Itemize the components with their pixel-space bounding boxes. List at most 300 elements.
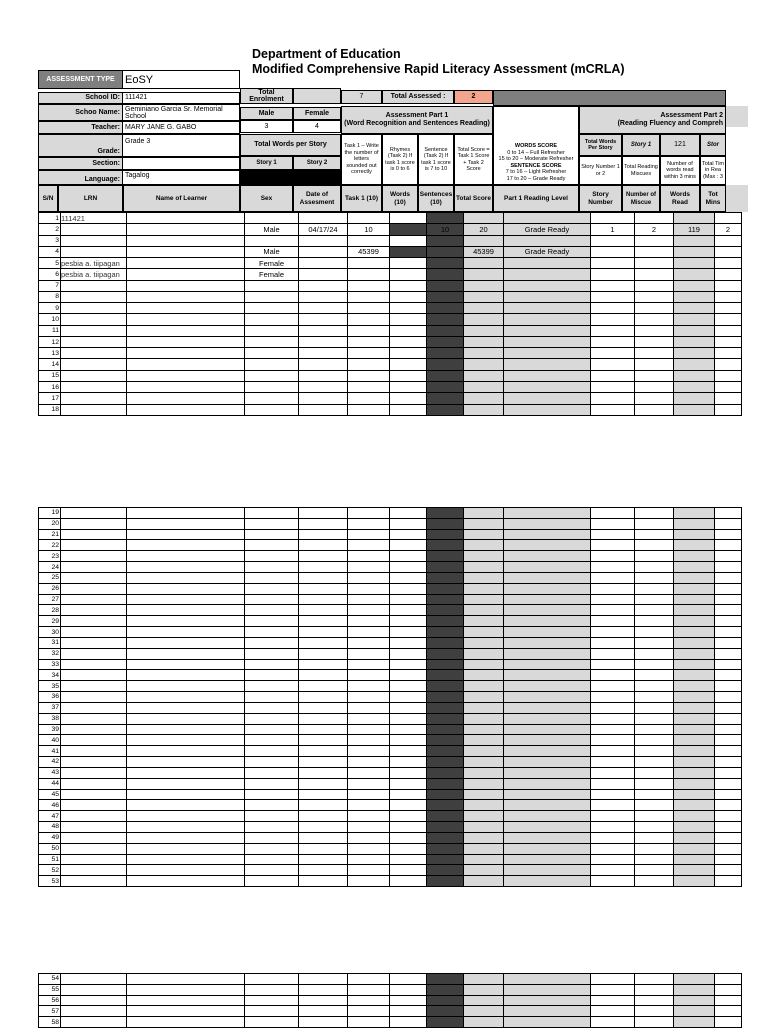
miscue-cell[interactable]: [635, 348, 674, 359]
miscue-cell[interactable]: [635, 702, 674, 713]
sex-cell[interactable]: [245, 832, 299, 843]
mins-cell[interactable]: [715, 637, 742, 648]
lrn-cell[interactable]: [61, 1006, 127, 1017]
sex-cell[interactable]: [245, 280, 299, 291]
words-read-cell[interactable]: [674, 616, 715, 627]
name-cell[interactable]: [127, 1017, 245, 1028]
date-cell[interactable]: [299, 713, 348, 724]
words-cell[interactable]: [390, 843, 427, 854]
miscue-cell[interactable]: [635, 767, 674, 778]
story-number-cell[interactable]: [591, 778, 635, 789]
date-cell[interactable]: [299, 359, 348, 370]
words-read-cell[interactable]: [674, 789, 715, 800]
words-read-cell[interactable]: [674, 984, 715, 995]
name-cell[interactable]: [127, 336, 245, 347]
sentences-cell[interactable]: [427, 822, 464, 833]
mins-cell[interactable]: [715, 393, 742, 404]
name-cell[interactable]: [127, 865, 245, 876]
mins-cell[interactable]: [715, 370, 742, 381]
story-number-cell[interactable]: [591, 291, 635, 302]
level-cell[interactable]: [504, 508, 591, 519]
sentences-cell[interactable]: [427, 854, 464, 865]
mins-cell[interactable]: [715, 291, 742, 302]
story-number-cell[interactable]: [591, 800, 635, 811]
story-number-cell[interactable]: [591, 518, 635, 529]
level-cell[interactable]: [504, 583, 591, 594]
level-cell[interactable]: [504, 746, 591, 757]
sentences-cell[interactable]: [427, 1017, 464, 1028]
sentences-cell[interactable]: [427, 235, 464, 246]
story-number-cell[interactable]: [591, 984, 635, 995]
words-cell[interactable]: [390, 757, 427, 768]
mins-cell[interactable]: [715, 811, 742, 822]
sentences-cell[interactable]: [427, 713, 464, 724]
date-cell[interactable]: [299, 832, 348, 843]
task1-cell[interactable]: [348, 876, 390, 887]
words-read-cell[interactable]: [674, 702, 715, 713]
story-number-cell[interactable]: [591, 370, 635, 381]
task1-cell[interactable]: [348, 359, 390, 370]
task1-cell[interactable]: [348, 659, 390, 670]
teacher-value[interactable]: MARY JANE G. GABO: [122, 121, 240, 134]
words-cell[interactable]: [390, 518, 427, 529]
story-number-cell[interactable]: [591, 746, 635, 757]
story-number-cell[interactable]: [591, 336, 635, 347]
level-cell[interactable]: [504, 702, 591, 713]
words-read-cell[interactable]: [674, 325, 715, 336]
lrn-cell[interactable]: [61, 224, 127, 235]
lrn-cell[interactable]: [61, 724, 127, 735]
words-read-cell[interactable]: [674, 724, 715, 735]
sex-cell[interactable]: [245, 348, 299, 359]
story-number-cell[interactable]: [591, 235, 635, 246]
words-cell[interactable]: [390, 670, 427, 681]
story-number-cell[interactable]: [591, 832, 635, 843]
words-cell[interactable]: [390, 508, 427, 519]
level-cell[interactable]: [504, 359, 591, 370]
date-cell[interactable]: [299, 1006, 348, 1017]
name-cell[interactable]: [127, 876, 245, 887]
words-read-cell[interactable]: [674, 518, 715, 529]
task1-cell[interactable]: [348, 811, 390, 822]
words-cell[interactable]: [390, 605, 427, 616]
sex-cell[interactable]: [245, 508, 299, 519]
sex-cell[interactable]: [245, 551, 299, 562]
sentences-cell[interactable]: [427, 269, 464, 280]
sentences-cell[interactable]: [427, 562, 464, 573]
mins-cell[interactable]: [715, 735, 742, 746]
lrn-cell[interactable]: [61, 336, 127, 347]
task1-cell[interactable]: 10: [348, 224, 390, 235]
sex-cell[interactable]: [245, 800, 299, 811]
story-number-cell[interactable]: [591, 702, 635, 713]
sentences-cell[interactable]: [427, 303, 464, 314]
date-cell[interactable]: [299, 724, 348, 735]
words-cell[interactable]: [390, 594, 427, 605]
words-read-cell[interactable]: [674, 540, 715, 551]
mins-cell[interactable]: [715, 348, 742, 359]
words-cell[interactable]: [390, 659, 427, 670]
sentences-cell[interactable]: [427, 572, 464, 583]
miscue-cell[interactable]: [635, 381, 674, 392]
words-cell[interactable]: [390, 1017, 427, 1028]
words-read-cell[interactable]: [674, 1017, 715, 1028]
date-cell[interactable]: [299, 583, 348, 594]
lrn-cell[interactable]: [61, 235, 127, 246]
words-cell[interactable]: [390, 637, 427, 648]
mins-cell[interactable]: [715, 746, 742, 757]
miscue-cell[interactable]: [635, 778, 674, 789]
sex-cell[interactable]: [245, 811, 299, 822]
lrn-cell[interactable]: [61, 995, 127, 1006]
date-cell[interactable]: [299, 995, 348, 1006]
words-read-cell[interactable]: 119: [674, 224, 715, 235]
sex-cell[interactable]: [245, 648, 299, 659]
sentences-cell[interactable]: [427, 359, 464, 370]
words-cell[interactable]: [390, 735, 427, 746]
sex-cell[interactable]: [245, 404, 299, 415]
date-cell[interactable]: [299, 854, 348, 865]
date-cell[interactable]: [299, 213, 348, 224]
level-cell[interactable]: [504, 381, 591, 392]
level-cell[interactable]: [504, 529, 591, 540]
mins-cell[interactable]: [715, 594, 742, 605]
sex-cell[interactable]: [245, 616, 299, 627]
story-number-cell[interactable]: [591, 854, 635, 865]
story-number-cell[interactable]: [591, 594, 635, 605]
name-cell[interactable]: [127, 393, 245, 404]
name-cell[interactable]: [127, 235, 245, 246]
sex-cell[interactable]: [245, 336, 299, 347]
name-cell[interactable]: [127, 246, 245, 257]
level-cell[interactable]: [504, 692, 591, 703]
story-number-cell[interactable]: [591, 757, 635, 768]
words-cell[interactable]: [390, 616, 427, 627]
lrn-cell[interactable]: [61, 348, 127, 359]
mins-cell[interactable]: [715, 572, 742, 583]
words-cell[interactable]: [390, 551, 427, 562]
story-number-cell[interactable]: [591, 269, 635, 280]
miscue-cell[interactable]: [635, 637, 674, 648]
mins-cell[interactable]: [715, 778, 742, 789]
lrn-cell[interactable]: [61, 572, 127, 583]
miscue-cell[interactable]: [635, 692, 674, 703]
story-number-cell[interactable]: [591, 605, 635, 616]
assessment-type-value[interactable]: EoSY: [122, 70, 240, 89]
total-cell[interactable]: [464, 605, 504, 616]
sex-cell[interactable]: [245, 583, 299, 594]
miscue-cell[interactable]: [635, 811, 674, 822]
level-cell[interactable]: [504, 670, 591, 681]
level-cell[interactable]: Grade Ready: [504, 224, 591, 235]
task1-cell[interactable]: [348, 562, 390, 573]
story-number-cell[interactable]: [591, 540, 635, 551]
story-number-cell[interactable]: [591, 1017, 635, 1028]
total-cell[interactable]: [464, 404, 504, 415]
name-cell[interactable]: [127, 757, 245, 768]
task1-cell[interactable]: [348, 984, 390, 995]
story-number-cell[interactable]: [591, 280, 635, 291]
lrn-cell[interactable]: 111421: [61, 213, 127, 224]
total-cell[interactable]: [464, 551, 504, 562]
task1-cell[interactable]: [348, 627, 390, 638]
total-cell[interactable]: [464, 258, 504, 269]
miscue-cell[interactable]: [635, 865, 674, 876]
date-cell[interactable]: [299, 605, 348, 616]
lrn-cell[interactable]: [61, 681, 127, 692]
sentences-cell[interactable]: [427, 984, 464, 995]
story-number-cell[interactable]: [591, 583, 635, 594]
mins-cell[interactable]: [715, 876, 742, 887]
miscue-cell[interactable]: [635, 670, 674, 681]
words-read-cell[interactable]: [674, 832, 715, 843]
date-cell[interactable]: [299, 1017, 348, 1028]
date-cell[interactable]: [299, 659, 348, 670]
lrn-cell[interactable]: pesbia a. tiipagan: [61, 269, 127, 280]
words-cell[interactable]: [390, 811, 427, 822]
total-cell[interactable]: [464, 1017, 504, 1028]
lrn-cell[interactable]: [61, 562, 127, 573]
miscue-cell[interactable]: [635, 269, 674, 280]
name-cell[interactable]: [127, 280, 245, 291]
words-read-cell[interactable]: [674, 291, 715, 302]
words-read-cell[interactable]: [674, 314, 715, 325]
mins-cell[interactable]: [715, 659, 742, 670]
story-number-cell[interactable]: [591, 876, 635, 887]
story-number-cell[interactable]: [591, 551, 635, 562]
words-cell[interactable]: [390, 529, 427, 540]
date-cell[interactable]: [299, 616, 348, 627]
total-cell[interactable]: [464, 800, 504, 811]
words-cell[interactable]: [390, 800, 427, 811]
total-cell[interactable]: [464, 974, 504, 985]
story-number-cell[interactable]: 1: [591, 224, 635, 235]
sex-cell[interactable]: [245, 681, 299, 692]
words-read-cell[interactable]: [674, 508, 715, 519]
words-read-cell[interactable]: [674, 865, 715, 876]
lrn-cell[interactable]: [61, 540, 127, 551]
name-cell[interactable]: [127, 789, 245, 800]
level-cell[interactable]: [504, 616, 591, 627]
miscue-cell[interactable]: [635, 314, 674, 325]
miscue-cell[interactable]: [635, 404, 674, 415]
lrn-cell[interactable]: [61, 551, 127, 562]
mins-cell[interactable]: [715, 325, 742, 336]
words-read-cell[interactable]: [674, 843, 715, 854]
story-number-cell[interactable]: [591, 724, 635, 735]
task1-cell[interactable]: [348, 258, 390, 269]
total-cell[interactable]: [464, 670, 504, 681]
name-cell[interactable]: [127, 529, 245, 540]
lrn-cell[interactable]: [61, 381, 127, 392]
date-cell[interactable]: [299, 572, 348, 583]
total-cell[interactable]: [464, 648, 504, 659]
words-read-cell[interactable]: [674, 637, 715, 648]
words-read-cell[interactable]: [674, 246, 715, 257]
miscue-cell[interactable]: 2: [635, 224, 674, 235]
words-cell[interactable]: [390, 865, 427, 876]
lrn-cell[interactable]: [61, 303, 127, 314]
total-cell[interactable]: [464, 235, 504, 246]
sex-cell[interactable]: [245, 605, 299, 616]
miscue-cell[interactable]: [635, 518, 674, 529]
words-cell[interactable]: [390, 692, 427, 703]
total-cell[interactable]: [464, 822, 504, 833]
words-read-cell[interactable]: [674, 594, 715, 605]
name-cell[interactable]: [127, 594, 245, 605]
task1-cell[interactable]: [348, 648, 390, 659]
sex-cell[interactable]: [245, 984, 299, 995]
name-cell[interactable]: [127, 370, 245, 381]
miscue-cell[interactable]: [635, 291, 674, 302]
lrn-cell[interactable]: [61, 746, 127, 757]
miscue-cell[interactable]: [635, 572, 674, 583]
name-cell[interactable]: [127, 735, 245, 746]
miscue-cell[interactable]: [635, 246, 674, 257]
task1-cell[interactable]: [348, 995, 390, 1006]
sex-cell[interactable]: [245, 876, 299, 887]
task1-cell[interactable]: [348, 269, 390, 280]
name-cell[interactable]: [127, 213, 245, 224]
miscue-cell[interactable]: [635, 648, 674, 659]
total-cell[interactable]: [464, 594, 504, 605]
date-cell[interactable]: [299, 670, 348, 681]
total-cell[interactable]: [464, 572, 504, 583]
name-cell[interactable]: [127, 854, 245, 865]
words-read-cell[interactable]: [674, 258, 715, 269]
miscue-cell[interactable]: [635, 1017, 674, 1028]
lrn-cell[interactable]: [61, 854, 127, 865]
miscue-cell[interactable]: [635, 529, 674, 540]
sentences-cell[interactable]: [427, 583, 464, 594]
level-cell[interactable]: [504, 865, 591, 876]
story-number-cell[interactable]: [591, 1006, 635, 1017]
words-cell[interactable]: [390, 314, 427, 325]
words-read-cell[interactable]: [674, 572, 715, 583]
story-number-cell[interactable]: [591, 713, 635, 724]
sentences-cell[interactable]: [427, 1006, 464, 1017]
level-cell[interactable]: [504, 258, 591, 269]
words-cell[interactable]: [390, 540, 427, 551]
name-cell[interactable]: [127, 583, 245, 594]
total-cell[interactable]: [464, 627, 504, 638]
sex-cell[interactable]: [245, 314, 299, 325]
words-cell[interactable]: [390, 832, 427, 843]
sentences-cell[interactable]: [427, 508, 464, 519]
miscue-cell[interactable]: [635, 1006, 674, 1017]
task1-cell[interactable]: [348, 291, 390, 302]
date-cell[interactable]: [299, 984, 348, 995]
sex-cell[interactable]: [245, 572, 299, 583]
total-cell[interactable]: [464, 713, 504, 724]
task1-cell[interactable]: [348, 235, 390, 246]
mins-cell[interactable]: [715, 974, 742, 985]
name-cell[interactable]: [127, 627, 245, 638]
task1-cell[interactable]: [348, 670, 390, 681]
sex-cell[interactable]: [245, 865, 299, 876]
sentences-cell[interactable]: [427, 258, 464, 269]
task1-cell[interactable]: [348, 213, 390, 224]
sex-cell[interactable]: Female: [245, 258, 299, 269]
name-cell[interactable]: [127, 832, 245, 843]
words-cell[interactable]: [390, 291, 427, 302]
date-cell[interactable]: [299, 269, 348, 280]
sex-cell[interactable]: [245, 359, 299, 370]
sentences-cell[interactable]: [427, 370, 464, 381]
date-cell[interactable]: [299, 562, 348, 573]
name-cell[interactable]: [127, 843, 245, 854]
story-number-cell[interactable]: [591, 789, 635, 800]
words-cell[interactable]: [390, 789, 427, 800]
words-read-cell[interactable]: [674, 583, 715, 594]
sex-cell[interactable]: [245, 303, 299, 314]
sex-cell[interactable]: [245, 746, 299, 757]
sex-cell[interactable]: [245, 518, 299, 529]
total-cell[interactable]: [464, 336, 504, 347]
lrn-cell[interactable]: [61, 822, 127, 833]
lrn-cell[interactable]: [61, 291, 127, 302]
task1-cell[interactable]: [348, 1006, 390, 1017]
words-read-cell[interactable]: [674, 562, 715, 573]
words-read-cell[interactable]: [674, 529, 715, 540]
story-number-cell[interactable]: [591, 648, 635, 659]
task1-cell[interactable]: [348, 713, 390, 724]
story-number-cell[interactable]: [591, 843, 635, 854]
task1-cell[interactable]: [348, 692, 390, 703]
words-read-cell[interactable]: [674, 659, 715, 670]
name-cell[interactable]: [127, 325, 245, 336]
words-cell[interactable]: [390, 404, 427, 415]
total-cell[interactable]: [464, 778, 504, 789]
level-cell[interactable]: [504, 659, 591, 670]
level-cell[interactable]: [504, 778, 591, 789]
sex-cell[interactable]: [245, 778, 299, 789]
mins-cell[interactable]: [715, 767, 742, 778]
words-read-cell[interactable]: [674, 370, 715, 381]
miscue-cell[interactable]: [635, 336, 674, 347]
sentences-cell[interactable]: [427, 314, 464, 325]
lrn-cell[interactable]: [61, 865, 127, 876]
mins-cell[interactable]: [715, 822, 742, 833]
sentences-cell[interactable]: [427, 280, 464, 291]
words-read-cell[interactable]: [674, 995, 715, 1006]
task1-cell[interactable]: [348, 594, 390, 605]
name-cell[interactable]: [127, 767, 245, 778]
level-cell[interactable]: [504, 562, 591, 573]
task1-cell[interactable]: 45399: [348, 246, 390, 257]
task1-cell[interactable]: [348, 404, 390, 415]
task1-cell[interactable]: [348, 800, 390, 811]
sex-cell[interactable]: [245, 370, 299, 381]
sentences-cell[interactable]: [427, 616, 464, 627]
sex-cell[interactable]: [245, 637, 299, 648]
lrn-cell[interactable]: [61, 359, 127, 370]
sex-cell[interactable]: [245, 381, 299, 392]
lrn-cell[interactable]: [61, 843, 127, 854]
words-read-cell[interactable]: [674, 811, 715, 822]
words-cell[interactable]: [390, 213, 427, 224]
level-cell[interactable]: [504, 605, 591, 616]
sentences-cell[interactable]: [427, 724, 464, 735]
sex-cell[interactable]: [245, 692, 299, 703]
task1-cell[interactable]: [348, 616, 390, 627]
sentences-cell[interactable]: [427, 393, 464, 404]
story-number-cell[interactable]: [591, 246, 635, 257]
lrn-cell[interactable]: [61, 789, 127, 800]
lrn-cell[interactable]: [61, 246, 127, 257]
miscue-cell[interactable]: [635, 540, 674, 551]
name-cell[interactable]: [127, 551, 245, 562]
